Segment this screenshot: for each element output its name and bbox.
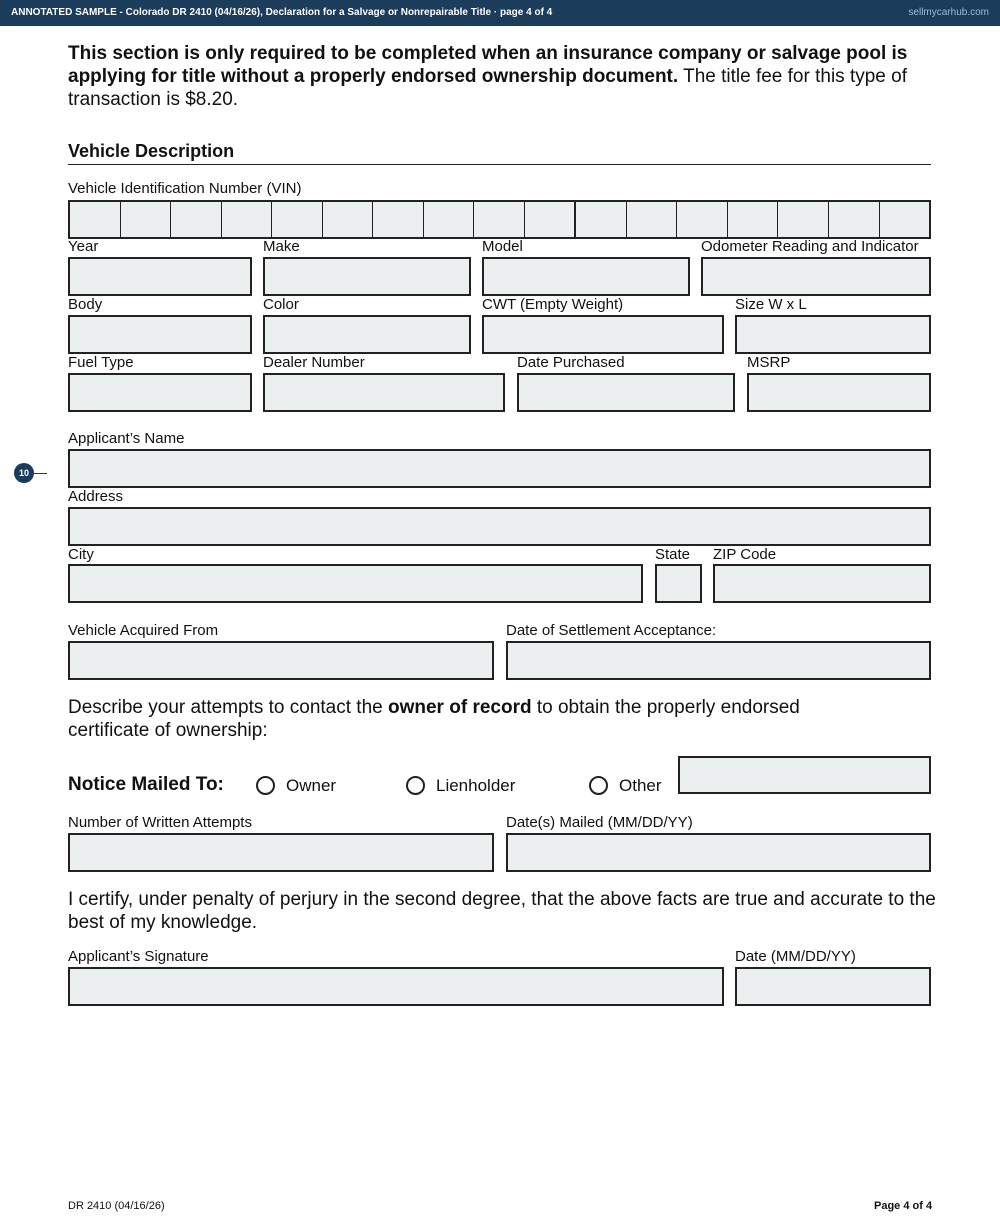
section-divider [68,164,931,165]
signature-label: Applicant’s Signature [68,948,209,965]
size-label: Size W x L [735,296,807,313]
describe-text-post: to obtain the properly endorsed certificate of ownership: [68,697,800,741]
dates-mailed-label: Date(s) Mailed (MM/DD/YY) [506,814,693,831]
zip-label: ZIP Code [713,546,777,563]
acquired-from-label: Vehicle Acquired From [68,622,219,639]
lienholder-radio[interactable] [406,776,425,795]
signature-date-field[interactable] [735,967,931,1006]
acquired-from-field[interactable] [68,641,494,680]
other-specify-field[interactable] [678,756,931,794]
vin-char-cell[interactable] [272,202,323,237]
vin-char-cell[interactable] [778,202,829,237]
applicant-name-field[interactable] [68,449,931,488]
address-label: Address [68,488,124,505]
vin-char-cell[interactable] [323,202,374,237]
describe-text-pre: Describe your attempts to contact the [68,697,388,718]
annotation-banner [0,0,1000,26]
vin-char-cell[interactable] [171,202,222,237]
banner-site-link[interactable]: sellmycarhub.com [908,7,989,18]
zip-field[interactable] [713,564,931,603]
msrp-label: MSRP [747,354,791,371]
written-attempts-label: Number of Written Attempts [68,814,252,831]
intro-fee-text: The title fee for this type of transaction is $8.20. [68,66,907,110]
settlement-date-label: Date of Settlement Acceptance: [506,622,717,639]
date-purchased-field[interactable] [517,373,735,412]
color-field[interactable] [263,315,471,354]
msrp-field[interactable] [747,373,931,412]
vin-char-cell[interactable] [474,202,525,237]
vin-char-cell[interactable] [880,202,930,237]
signature-date-label: Date (MM/DD/YY) [735,948,856,965]
city-field[interactable] [68,564,643,603]
vin-char-cell[interactable] [576,202,627,237]
other-radio[interactable] [589,776,608,795]
color-label: Color [263,296,299,313]
make-label: Make [263,238,300,255]
make-field[interactable] [263,257,471,296]
vin-char-cell[interactable] [627,202,678,237]
date-purchased-label: Date Purchased [517,354,625,371]
vin-char-cell[interactable] [373,202,424,237]
state-field[interactable] [655,564,702,603]
year-field[interactable] [68,257,252,296]
cwt-label: CWT (Empty Weight) [482,296,624,313]
describe-prompt [68,696,828,742]
annotation-marker: 10 [14,463,34,483]
body-label: Body [68,296,103,313]
annotation-marker-line [34,473,47,474]
odometer-field[interactable] [701,257,931,296]
vin-char-cell[interactable] [677,202,728,237]
dates-mailed-field[interactable] [506,833,931,872]
odometer-label: Odometer Reading and Indicator [701,238,919,255]
vin-char-cell[interactable] [829,202,880,237]
fuel-type-field[interactable] [68,373,252,412]
size-field[interactable] [735,315,931,354]
state-label: State [655,546,691,563]
vin-char-cell[interactable] [70,202,121,237]
cwt-field[interactable] [482,315,724,354]
dealer-number-field[interactable] [263,373,505,412]
intro-paragraph [68,42,948,111]
describe-text-bold: owner of record [388,697,532,718]
owner-radio[interactable] [256,776,275,795]
signature-field[interactable] [68,967,724,1006]
fuel-type-label: Fuel Type [68,354,134,371]
vin-field[interactable] [68,200,931,239]
city-label: City [68,546,94,563]
vin-char-cell[interactable] [424,202,475,237]
body-field[interactable] [68,315,252,354]
year-label: Year [68,238,99,255]
other-radio-label: Other [619,776,662,795]
applicant-name-label: Applicant’s Name [68,430,185,447]
address-field[interactable] [68,507,931,546]
dealer-number-label: Dealer Number [263,354,365,371]
vin-char-cell[interactable] [121,202,172,237]
lienholder-radio-label: Lienholder [436,776,516,795]
owner-radio-label: Owner [286,776,337,795]
form-id-footer: DR 2410 (04/16/26) [68,1200,165,1212]
certification-statement: I certify, under penalty of perjury in the second degree, that the above facts are true and accurate to the best of my knowledge. [68,889,936,933]
model-label: Model [482,238,523,255]
intro-bold-text: This section is only required to be completed when an insurance company or salvage pool is applying for title without a properly endorsed ownership document. [68,43,908,87]
written-attempts-field[interactable] [68,833,494,872]
vin-char-cell[interactable] [222,202,273,237]
vin-char-cell[interactable] [525,202,577,237]
banner-title: ANNOTATED SAMPLE - Colorado DR 2410 (04/16/26), Declaration for a Salvage or Nonrepairable Title · page 4 of 4 [11,7,553,18]
page-number-footer: Page 4 of 4 [874,1200,933,1212]
vin-char-cell[interactable] [728,202,779,237]
settlement-date-field[interactable] [506,641,931,680]
vin-label: Vehicle Identification Number (VIN) [68,180,302,197]
section-heading: Vehicle Description [68,141,235,161]
model-field[interactable] [482,257,690,296]
notice-mailed-label: Notice Mailed To: [68,774,224,795]
